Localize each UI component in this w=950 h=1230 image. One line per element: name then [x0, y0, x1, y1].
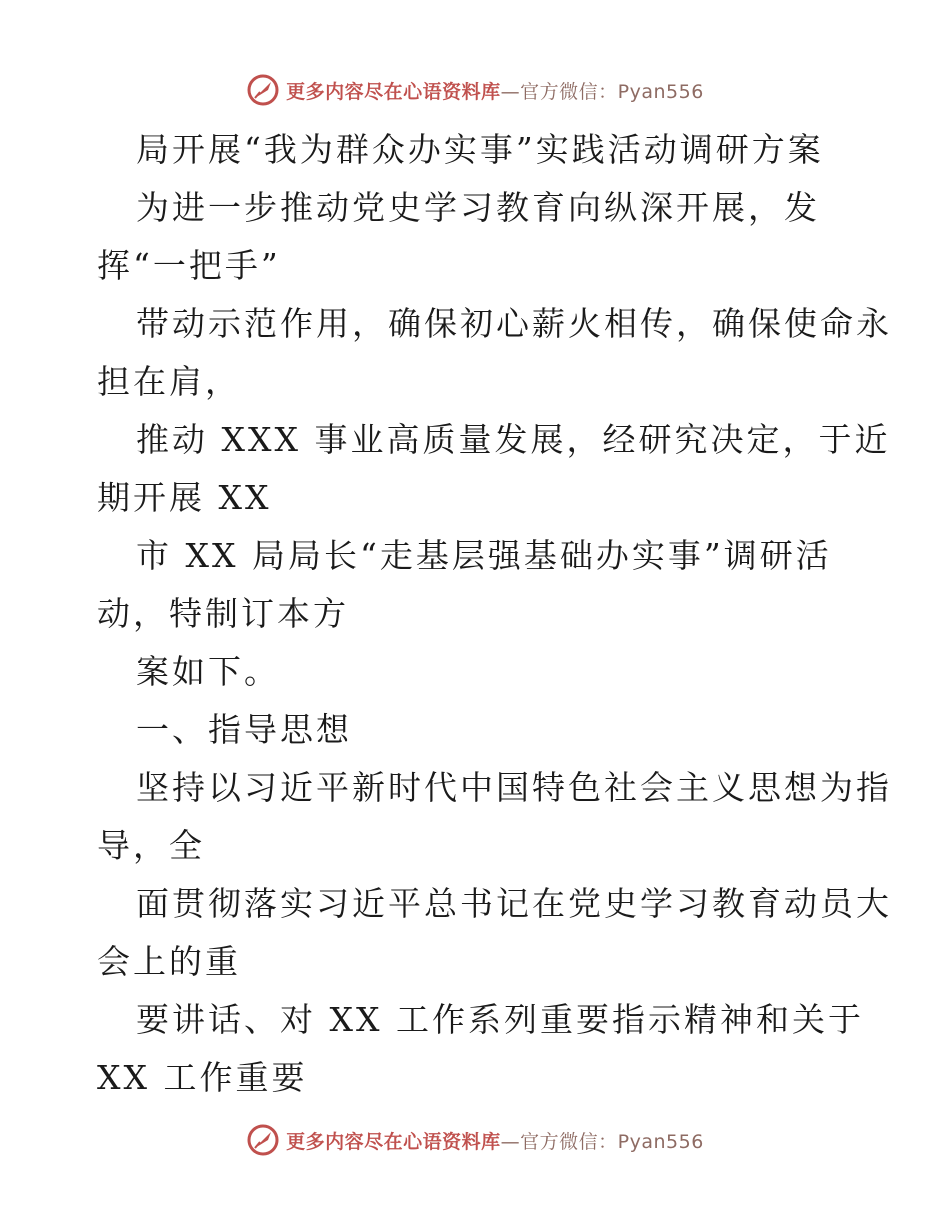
watermark-contact: 官方微信：Pyan556	[520, 80, 704, 103]
paragraph-line: 市 XX 局局长“走基层强基础办实事”调研活	[136, 536, 832, 575]
paragraph-line: 坚持以习近平新时代中国特色社会主义思想为指	[136, 768, 892, 807]
paragraph-line: 为进一步推动党史学习教育向纵深开展，发	[136, 188, 820, 227]
quill-logo-icon	[246, 1123, 280, 1157]
footer-watermark-banner	[0, 1120, 950, 1160]
paragraph-line: 动，特制订本方	[97, 594, 349, 633]
paragraph-line: 面贯彻落实习近平总书记在党史学习教育动员大	[136, 884, 892, 923]
paragraph-line: 期开展 XX	[97, 478, 272, 517]
footer-watermark-text	[286, 1127, 704, 1154]
paragraph-line: 要讲话、对 XX 工作系列重要指示精神和关于	[136, 1000, 864, 1039]
header-watermark-banner	[0, 70, 950, 110]
watermark-brand: 更多内容尽在心语资料库	[286, 80, 501, 103]
paragraph-line: 推动 XXX 事业高质量发展，经研究决定，于近	[136, 420, 891, 459]
watermark-brand: 更多内容尽在心语资料库	[286, 1130, 501, 1153]
watermark-dash: —	[500, 80, 521, 103]
paragraph-line: 会上的重	[97, 942, 241, 981]
paragraph-line: 带动示范作用，确保初心薪火相传，确保使命永	[136, 304, 892, 343]
document-title: 局开展“我为群众办实事”实践活动调研方案	[136, 130, 824, 169]
paragraph-line: 担在肩，	[97, 362, 241, 401]
watermark-dash: —	[500, 1130, 521, 1153]
paragraph-line: 案如下。	[136, 652, 280, 691]
quill-logo-icon	[246, 73, 280, 107]
section-heading: 一、指导思想	[136, 710, 352, 749]
paragraph-line: XX 工作重要	[97, 1058, 308, 1097]
header-watermark-text	[286, 77, 704, 104]
paragraph-line: 导，全	[97, 826, 205, 865]
watermark-contact: 官方微信：Pyan556	[520, 1130, 704, 1153]
paragraph-line: 挥“一把手”	[97, 246, 281, 285]
